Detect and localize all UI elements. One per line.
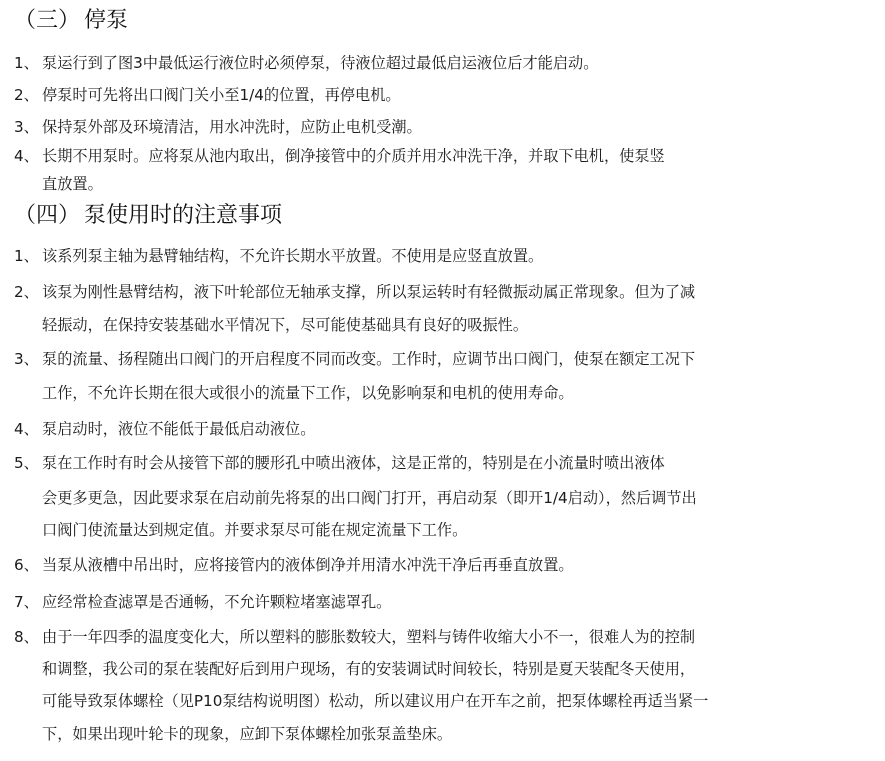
item-number: 5、 [14, 454, 39, 472]
list-item [14, 549, 876, 582]
item-text: 泵启动时，液位不能低于最低启动液位。 [42, 420, 316, 438]
list-item [14, 47, 876, 80]
item-number: 4、 [14, 147, 39, 165]
item-text: 当泵从液槽中吊出时，应将接管内的液体倒净并用清水冲洗干净后再垂直放置。 [42, 556, 574, 574]
item-number: 1、 [14, 247, 39, 265]
list-item [14, 140, 876, 173]
list-item [14, 413, 876, 446]
item-text-continuation: 可能导致泵体螺栓（见P10泵结构说明图）松动，所以建议用户在开车之前，把泵体螺栓再适当紧一 [42, 692, 709, 710]
item-number: 8、 [14, 628, 39, 646]
item-number: 2、 [14, 283, 39, 301]
item-text: 泵运行到了图3中最低运行液位时必须停泵，待液位超过最低启运液位后才能启动。 [42, 54, 599, 72]
item-text-continuation: 直放置。 [42, 175, 103, 193]
list-item [14, 343, 876, 376]
item-text: 该泵为刚性悬臂结构，液下叶轮部位无轴承支撑，所以泵运转时有轻微振动属正常现象。但为了减 [42, 283, 696, 301]
item-text-continuation: 口阀门使流量达到规定值。并要求泵尽可能在规定流量下工作。 [42, 521, 468, 539]
heading-title: 泵使用时的注意事项 [84, 203, 283, 228]
item-number: 6、 [14, 556, 39, 574]
item-number: 3、 [14, 118, 39, 136]
item-text: 由于一年四季的温度变化大，所以塑料的膨胀数较大，塑料与铸件收缩大小不一，很难人为的控制 [42, 628, 696, 646]
item-number: 4、 [14, 420, 39, 438]
section-heading-usage-notes [14, 201, 282, 231]
section-heading-stop-pump [14, 6, 128, 36]
heading-index: （四） [14, 203, 81, 228]
list-item [14, 621, 876, 654]
item-text-continuation: 工作，不允许长期在很大或很小的流量下工作，以免影响泵和电机的使用寿命。 [42, 384, 574, 402]
heading-index: （三） [14, 8, 81, 33]
item-text-continuation: 会更多更急，因此要求泵在启动前先将泵的出口阀门打开，再启动泵（即开1/4启动），然后调节出 [42, 489, 697, 507]
heading-title: 停泵 [84, 8, 129, 33]
item-text-continuation: 下，如果出现叶轮卡的现象，应卸下泵体螺栓加张泵盖垫床。 [42, 725, 453, 743]
item-text: 泵在工作时有时会从接管下部的腰形孔中喷出液体，这是正常的，特别是在小流量时喷出液体 [42, 454, 665, 472]
item-number: 1、 [14, 54, 39, 72]
item-number: 3、 [14, 350, 39, 368]
item-number: 2、 [14, 86, 39, 104]
item-text: 应经常检查滤罩是否通畅，不允许颗粒堵塞滤罩孔。 [42, 593, 392, 611]
item-text: 停泵时可先将出口阀门关小至1/4的位置，再停电机。 [42, 86, 401, 104]
item-text: 泵的流量、扬程随出口阀门的开启程度不同而改变。工作时，应调节出口阀门，使泵在额定工况下 [42, 350, 696, 368]
item-text: 保持泵外部及环境清洁，用水冲洗时，应防止电机受潮。 [42, 118, 422, 136]
list-item [14, 586, 876, 619]
list-item [14, 276, 876, 309]
item-number: 7、 [14, 593, 39, 611]
item-text: 该系列泵主轴为悬臂轴结构，不允许长期水平放置。不使用是应竖直放置。 [42, 247, 544, 265]
item-text: 长期不用泵时。应将泵从池内取出，倒净接管中的介质并用水冲洗干净，并取下电机，使泵竖 [42, 147, 665, 165]
item-text-continuation: 和调整，我公司的泵在装配好后到用户现场，有的安装调试时间较长，特别是夏天装配冬天使用， [42, 660, 696, 678]
item-text-continuation: 轻振动，在保持安装基础水平情况下，尽可能使基础具有良好的吸振性。 [42, 316, 528, 334]
list-item [14, 447, 876, 480]
list-item [14, 240, 876, 273]
list-item [14, 79, 876, 112]
